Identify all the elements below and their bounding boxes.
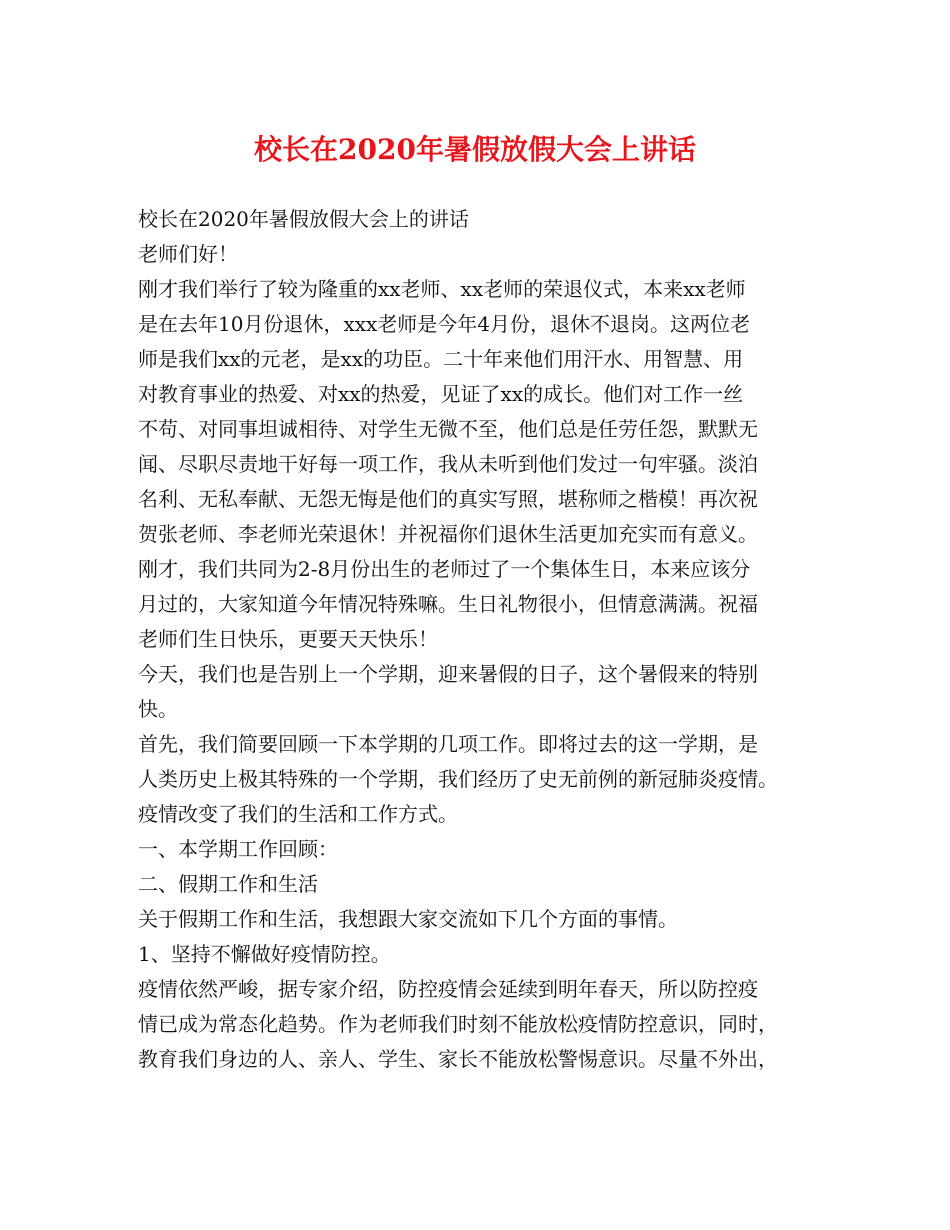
body-line: 一、本学期工作回顾： <box>138 837 338 861</box>
body-line: 师是我们xx的元老，是xx的功臣。二十年来他们用汗水、用智慧、用 <box>138 347 744 371</box>
body-line: 校长在2020年暑假放假大会上的讲话 <box>138 207 469 231</box>
body-line: 是在去年10月份退休，xxx老师是今年4月份，退休不退岗。这两位老 <box>138 312 751 336</box>
body-line: 人类历史上极其特殊的一个学期，我们经历了史无前例的新冠肺炎疫情。 <box>138 767 778 791</box>
body-line: 闻、尽职尽责地干好每一项工作，我从未听到他们发过一句牢骚。淡泊 <box>138 452 758 476</box>
body-line: 疫情依然严峻，据专家介绍，防控疫情会延续到明年春天，所以防控疫 <box>138 977 758 1001</box>
body-line: 今天，我们也是告别上一个学期，迎来暑假的日子，这个暑假来的特别 <box>138 662 758 686</box>
body-line: 贺张老师、李老师光荣退休！并祝福你们退休生活更加充实而有意义。 <box>138 522 758 546</box>
body-line: 情已成为常态化趋势。作为老师我们时刻不能放松疫情防控意识，同时， <box>138 1012 778 1036</box>
body-line: 二、假期工作和生活 <box>138 872 318 896</box>
body-line: 刚才我们举行了较为隆重的xx老师、xx老师的荣退仪式，本来xx老师 <box>138 277 746 301</box>
body-line: 首先，我们简要回顾一下本学期的几项工作。即将过去的这一学期，是 <box>138 732 758 756</box>
body-line: 名利、无私奉献、无怨无悔是他们的真实写照，堪称师之楷模！再次祝 <box>138 487 758 511</box>
body-line: 1、坚持不懈做好疫情防控。 <box>138 942 391 966</box>
body-line: 教育我们身边的人、亲人、学生、家长不能放松警惕意识。尽量不外出， <box>138 1047 778 1071</box>
body-line: 关于假期工作和生活，我想跟大家交流如下几个方面的事情。 <box>138 907 678 931</box>
document-body <box>138 202 828 1077</box>
document-title: 校长在2020年暑假放假大会上讲话 <box>254 133 696 166</box>
body-line: 月过的，大家知道今年情况特殊嘛。生日礼物很小，但情意满满。祝福 <box>138 592 758 616</box>
body-line: 快。 <box>138 697 178 721</box>
body-line: 老师们生日快乐，更要天天快乐！ <box>138 627 438 651</box>
body-line: 对教育事业的热爱、对xx的热爱，见证了xx的成长。他们对工作一丝 <box>138 382 744 406</box>
body-line: 不苟、对同事坦诚相待、对学生无微不至，他们总是任劳任怨，默默无 <box>138 417 758 441</box>
body-line: 疫情改变了我们的生活和工作方式。 <box>138 802 458 826</box>
body-line: 老师们好！ <box>138 242 238 266</box>
body-line: 刚才，我们共同为2-8月份出生的老师过了一个集体生日，本来应该分 <box>138 557 751 581</box>
